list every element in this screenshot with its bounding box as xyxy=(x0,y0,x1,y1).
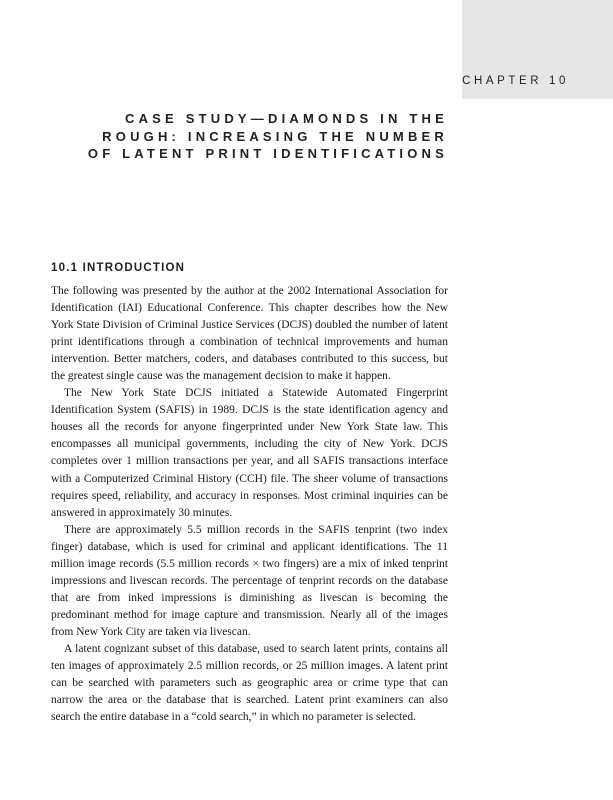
chapter-tab xyxy=(462,0,613,99)
chapter-title-line-2: ROUGH: INCREASING THE NUMBER xyxy=(102,128,448,144)
chapter-title xyxy=(28,110,448,163)
paragraph: There are approximately 5.5 million records in the SAFIS tenprint (two index finger) database, which is used for criminal and applicant identifications. The 11 million image records (5.5 million records × two fingers) are a mix of inked tenprint impressions and livescan records. The percentage of tenprint records on the database that are from inked impressions is diminishing as livescan is becoming the predominant method for image capture and transmission. Nearly all of the images from New York City are taken via livescan. xyxy=(51,523,448,638)
chapter-label: CHAPTER 10 xyxy=(462,75,569,87)
section-heading: 10.1 INTRODUCTION xyxy=(51,262,186,274)
chapter-title-line-3: OF LATENT PRINT IDENTIFICATIONS xyxy=(87,146,448,161)
chapter-title-line-1: CASE STUDY—DIAMONDS IN THE xyxy=(125,111,448,126)
paragraph: A latent cognizant subset of this database, used to search latent prints, contains all ten images of approximately 2.5 million records, or 25 million images. A latent print can be searched with parameters such as geographic area or crime type that can narrow the area or the database that is searched. Latent print examiners can also search the entire database in a “cold search,” in which no parameter is selected. xyxy=(51,642,448,724)
paragraph: The New York State DCJS initiated a Statewide Automated Fingerprint Identification System (SAFIS) in 1989. DCJS is the state identification agency and houses all the records for anyone fingerprinted under New York State law. This encompasses all municipal governments, including the city of New York. DCJS completes over 1 million transactions per year, and all SAFIS transactions interface with a Computerized Criminal History (CCH) file. The sheer volume of transactions requires speed, reliability, and accuracy in responses. Most criminal inquiries can be answered in approximately 30 minutes. xyxy=(51,387,448,519)
paragraph: The following was presented by the author at the 2002 International Association for Identification (IAI) Educational Conference. This chapter describes how the New York State Division of Criminal Justice Services (DCJS) doubled the number of latent print identifications through a combination of technical improvements and human intervention. Better matchers, coders, and databases contributed to this success, but the greatest single cause was the management decision to make it happen. xyxy=(51,285,448,383)
body-text xyxy=(51,283,448,726)
